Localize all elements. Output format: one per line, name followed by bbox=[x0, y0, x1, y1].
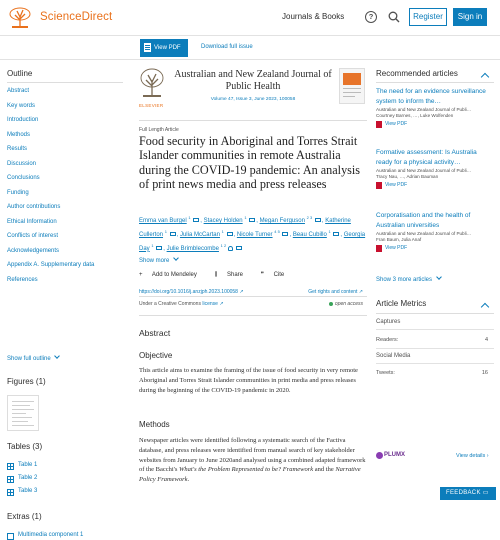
social-media-label: Social Media bbox=[376, 353, 411, 359]
pdf-icon bbox=[144, 43, 151, 52]
tweets-label: Tweets: bbox=[376, 370, 395, 376]
view-pdf-label: View PDF bbox=[385, 182, 408, 188]
search-icon[interactable] bbox=[388, 11, 400, 23]
site-header bbox=[0, 0, 500, 36]
outline-item-appendix[interactable]: Appendix A. Supplementary data bbox=[7, 262, 95, 268]
envelope-icon bbox=[333, 232, 339, 236]
author-link[interactable]: Beau Cubillo $^1$ , bbox=[292, 228, 343, 238]
author-link[interactable]: Georgia Day $^1$ , bbox=[139, 231, 366, 252]
outline-item-funding[interactable]: Funding bbox=[7, 189, 29, 196]
plumx-icon bbox=[376, 452, 383, 459]
open-access-badge bbox=[329, 301, 363, 307]
table-icon bbox=[7, 489, 14, 496]
table-icon bbox=[7, 463, 14, 470]
view-pdf-label: View PDF bbox=[385, 245, 408, 251]
add-to-mendeley-button[interactable] bbox=[139, 272, 205, 278]
author-link[interactable]: Stacey Holden $^1$ , bbox=[203, 215, 258, 224]
recommended-article-source: Australian and New Zealand Journal of Publi… bbox=[376, 231, 472, 236]
recommended-heading: Recommended articles bbox=[376, 69, 458, 78]
readers-label: Readers: bbox=[376, 337, 399, 343]
share-label: Share bbox=[227, 272, 244, 278]
recommended-view-pdf-link[interactable] bbox=[376, 121, 491, 127]
article-actions bbox=[139, 271, 300, 279]
outline-list bbox=[7, 86, 94, 289]
register-button[interactable]: Register bbox=[409, 8, 447, 26]
recommended-article bbox=[376, 148, 491, 188]
right-sidebar bbox=[374, 60, 500, 500]
recommended-article-title[interactable]: Formative assessment: Is Australia ready for a physical activity… bbox=[376, 149, 477, 166]
chevron-down-icon bbox=[55, 353, 61, 359]
outline-item-ethical-information[interactable]: Ethical Information bbox=[7, 218, 57, 225]
outline-item-abstract[interactable]: Abstract bbox=[7, 88, 30, 94]
table-link-label: Table 3 bbox=[18, 488, 38, 494]
chevron-down-icon bbox=[436, 274, 442, 280]
article-title: Food security in Aboriginal and Torres Strait Islander communities in remote Australia during the COVID-19 pandemic: An analysis of print news media and press releases bbox=[139, 134, 361, 191]
author-link[interactable]: Emma van Burgel $^1$ , bbox=[139, 215, 202, 224]
table-link-1[interactable] bbox=[7, 462, 37, 468]
article-number: 100058 bbox=[279, 97, 296, 102]
divider bbox=[139, 296, 367, 297]
cite-label: Cite bbox=[273, 272, 285, 278]
view-details-link[interactable] bbox=[456, 453, 489, 459]
license-link[interactable]: license bbox=[202, 301, 218, 307]
view-pdf-button[interactable] bbox=[140, 39, 188, 57]
recommended-article bbox=[376, 87, 491, 127]
view-pdf-label: View PDF bbox=[385, 121, 408, 127]
divider bbox=[139, 120, 367, 121]
figure-thumbnail[interactable] bbox=[7, 395, 39, 431]
methods-text: Newspaper articles were identified following a systematic search of the Factiva database, and press releases were identified from manual search of key stakeholder websites from January to June 2020and analysed using a combined adapted framework of the Bacchi's What's the Problem Represented to be? Framework and the Narrative Policy Framework. bbox=[139, 437, 366, 484]
show-more-articles-label: Show 3 more articles bbox=[376, 277, 433, 283]
license-prefix: Under a Creative Commons bbox=[139, 301, 201, 307]
quote-icon: ❞ bbox=[260, 272, 264, 278]
get-rights-link[interactable] bbox=[308, 289, 363, 295]
extras-heading: Extras (1) bbox=[7, 512, 42, 521]
outline-heading: Outline bbox=[7, 69, 33, 78]
multimedia-component-link[interactable] bbox=[7, 532, 83, 538]
divider bbox=[376, 313, 494, 314]
captures-label: Captures bbox=[376, 319, 401, 325]
feedback-label: FEEDBACK bbox=[446, 490, 481, 496]
outline-item-keywords[interactable]: Key words bbox=[7, 102, 36, 109]
volume-issue: Volume 47, Issue 3 bbox=[210, 97, 252, 102]
feedback-button[interactable] bbox=[440, 487, 496, 500]
author-link[interactable]: Julia McCartan $^1$ , bbox=[179, 228, 236, 238]
divider bbox=[376, 348, 494, 349]
table-link-3[interactable] bbox=[7, 488, 37, 494]
elsevier-logo-icon[interactable] bbox=[139, 66, 165, 100]
author-link[interactable]: Julie Brimblecombe $^{1 2}$ bbox=[167, 246, 243, 252]
table-link-label: Table 1 bbox=[18, 462, 38, 468]
outline-item-author-contributions[interactable]: Author contributions bbox=[7, 204, 61, 210]
table-link-label: Table 2 bbox=[18, 475, 38, 481]
outline-item-conclusions[interactable]: Conclusions bbox=[7, 175, 40, 181]
open-access-label: open access bbox=[334, 301, 363, 307]
envelope-icon bbox=[236, 246, 242, 250]
recommended-article-authors: Fran Baum, Julia Anaf bbox=[376, 237, 422, 242]
open-access-icon bbox=[329, 302, 333, 306]
chevron-up-icon[interactable] bbox=[481, 303, 489, 311]
view-pdf-label: View PDF bbox=[154, 45, 181, 51]
show-full-outline-link[interactable] bbox=[7, 354, 59, 362]
issue-date: June 2023 bbox=[254, 97, 277, 102]
journal-title[interactable]: Australian and New Zealand Journal of Public Health bbox=[174, 69, 332, 92]
article-metrics-heading: Article Metrics bbox=[376, 299, 427, 308]
objective-text: This article aims to examine the framing of the issue of food security in very remote Aboriginal and Torres Strait Islander communities in print media and press releases during the beginning of the COVID-19 pandemic in 2020. bbox=[139, 367, 358, 394]
journal-issue-info[interactable]: Volume 47, Issue 3, June 2023, 100058 bbox=[210, 97, 296, 102]
tweets-row bbox=[376, 370, 488, 376]
brand-name[interactable]: ScienceDirect bbox=[40, 11, 113, 23]
tables-heading: Tables (3) bbox=[7, 442, 43, 451]
pdf-icon bbox=[376, 245, 382, 252]
outline-item-methods[interactable]: Methods bbox=[7, 131, 31, 138]
document-icon bbox=[7, 533, 14, 540]
recommended-article-source: Australian and New Zealand Journal of Publi… bbox=[376, 107, 472, 112]
plumx-logo[interactable] bbox=[376, 452, 405, 458]
outline-item-references[interactable]: References bbox=[7, 276, 38, 283]
publisher-name: ELSEVIER bbox=[139, 103, 164, 108]
recommended-article-source: Australian and New Zealand Journal of Publi… bbox=[376, 168, 472, 173]
plus-icon: + bbox=[139, 272, 143, 278]
sign-in-button[interactable]: Sign in bbox=[453, 8, 487, 26]
chat-icon: ▭ bbox=[482, 490, 489, 496]
envelope-icon bbox=[315, 218, 321, 222]
chevron-right-icon: › bbox=[486, 453, 489, 459]
divider bbox=[376, 82, 494, 83]
recommended-article-title[interactable]: The need for an evidence surveillance system to inform the… bbox=[376, 88, 486, 105]
outline-item-results[interactable]: Results bbox=[7, 146, 28, 152]
show-more-articles-link[interactable] bbox=[376, 275, 441, 283]
divider bbox=[139, 315, 367, 316]
outline-item-acknowledgements[interactable]: Acknowledgements bbox=[7, 247, 60, 254]
show-more-label: Show more bbox=[139, 258, 170, 264]
divider bbox=[376, 363, 494, 364]
external-link-icon: ↗ bbox=[219, 301, 224, 307]
pdf-icon bbox=[376, 121, 382, 128]
show-full-outline-label: Show full outline bbox=[7, 356, 51, 362]
license-row bbox=[139, 301, 367, 307]
methods-heading: Methods bbox=[139, 420, 170, 429]
journal-cover-image[interactable] bbox=[339, 68, 365, 104]
figures-heading: Figures (1) bbox=[7, 377, 46, 386]
outline-item-introduction[interactable]: Introduction bbox=[7, 117, 39, 123]
view-details-label: View details bbox=[456, 453, 486, 459]
envelope-icon bbox=[193, 218, 199, 222]
envelope-icon bbox=[227, 232, 233, 236]
envelope-icon bbox=[282, 232, 288, 236]
table-icon bbox=[7, 476, 14, 483]
envelope-icon bbox=[249, 218, 255, 222]
elsevier-tree-logo-icon[interactable] bbox=[6, 6, 34, 30]
tweets-count: 16 bbox=[481, 370, 488, 376]
outline-item-conflicts[interactable]: Conflicts of interest bbox=[7, 233, 59, 239]
objective-heading: Objective bbox=[139, 351, 173, 360]
multimedia-label: Multimedia component 1 bbox=[18, 532, 84, 538]
divider bbox=[376, 329, 494, 330]
table-link-2[interactable] bbox=[7, 475, 37, 481]
help-icon[interactable]: ? bbox=[365, 11, 377, 23]
share-button[interactable] bbox=[215, 272, 251, 278]
recommended-article-title[interactable]: Corporatisation and the health of Australian universities bbox=[376, 212, 471, 229]
article-type: Full Length Article bbox=[139, 127, 179, 133]
add-mendeley-label: Add to Mendeley bbox=[151, 272, 197, 278]
readers-count: 4 bbox=[484, 337, 488, 343]
envelope-icon bbox=[156, 246, 162, 250]
author-link[interactable]: Katherine Cullerton $^1$ , bbox=[139, 218, 351, 238]
pdf-icon bbox=[376, 182, 382, 189]
doi-link[interactable] bbox=[139, 289, 244, 295]
download-full-issue-link[interactable]: Download full issue bbox=[201, 44, 253, 50]
article-toolbar bbox=[0, 36, 500, 60]
chevron-up-icon[interactable] bbox=[481, 73, 489, 81]
doi-text: https://doi.org/10.1016/j.anzjph.2023.100058 bbox=[139, 289, 238, 295]
envelope-icon bbox=[170, 232, 176, 236]
chevron-down-icon bbox=[173, 255, 179, 261]
left-sidebar bbox=[0, 60, 128, 538]
cite-button[interactable] bbox=[261, 272, 293, 278]
external-link-icon: ↗ bbox=[358, 289, 363, 295]
journals-books-link[interactable]: Journals & Books bbox=[282, 12, 345, 21]
outline-item-discussion[interactable]: Discussion bbox=[7, 160, 37, 167]
recommended-view-pdf-link[interactable] bbox=[376, 245, 491, 251]
recommended-article bbox=[376, 211, 491, 251]
recommended-article-authors: Tracy Nau, …, Adrian Bauman bbox=[376, 174, 439, 179]
article-main bbox=[139, 60, 367, 500]
external-link-icon: ↗ bbox=[239, 289, 244, 295]
abstract-heading: Abstract bbox=[139, 328, 171, 338]
corresponding-author-icon bbox=[228, 246, 233, 251]
divider bbox=[7, 82, 123, 83]
share-icon: ⫼ bbox=[214, 272, 218, 278]
rights-text: Get rights and content bbox=[308, 289, 358, 295]
author-link[interactable]: Megan Ferguson $^{2 3}$ , bbox=[259, 215, 324, 224]
readers-row bbox=[376, 337, 488, 343]
recommended-article-authors: Courtney Barnes, …, Luke Wolfenden bbox=[376, 113, 454, 118]
author-list bbox=[139, 213, 367, 254]
recommended-view-pdf-link[interactable] bbox=[376, 182, 491, 188]
journal-header bbox=[139, 66, 367, 118]
show-more-button[interactable] bbox=[139, 256, 178, 264]
author-link[interactable]: Nicole Turner $^{4 5}$ , bbox=[236, 228, 292, 238]
plumx-label: PLUMX bbox=[384, 452, 405, 458]
